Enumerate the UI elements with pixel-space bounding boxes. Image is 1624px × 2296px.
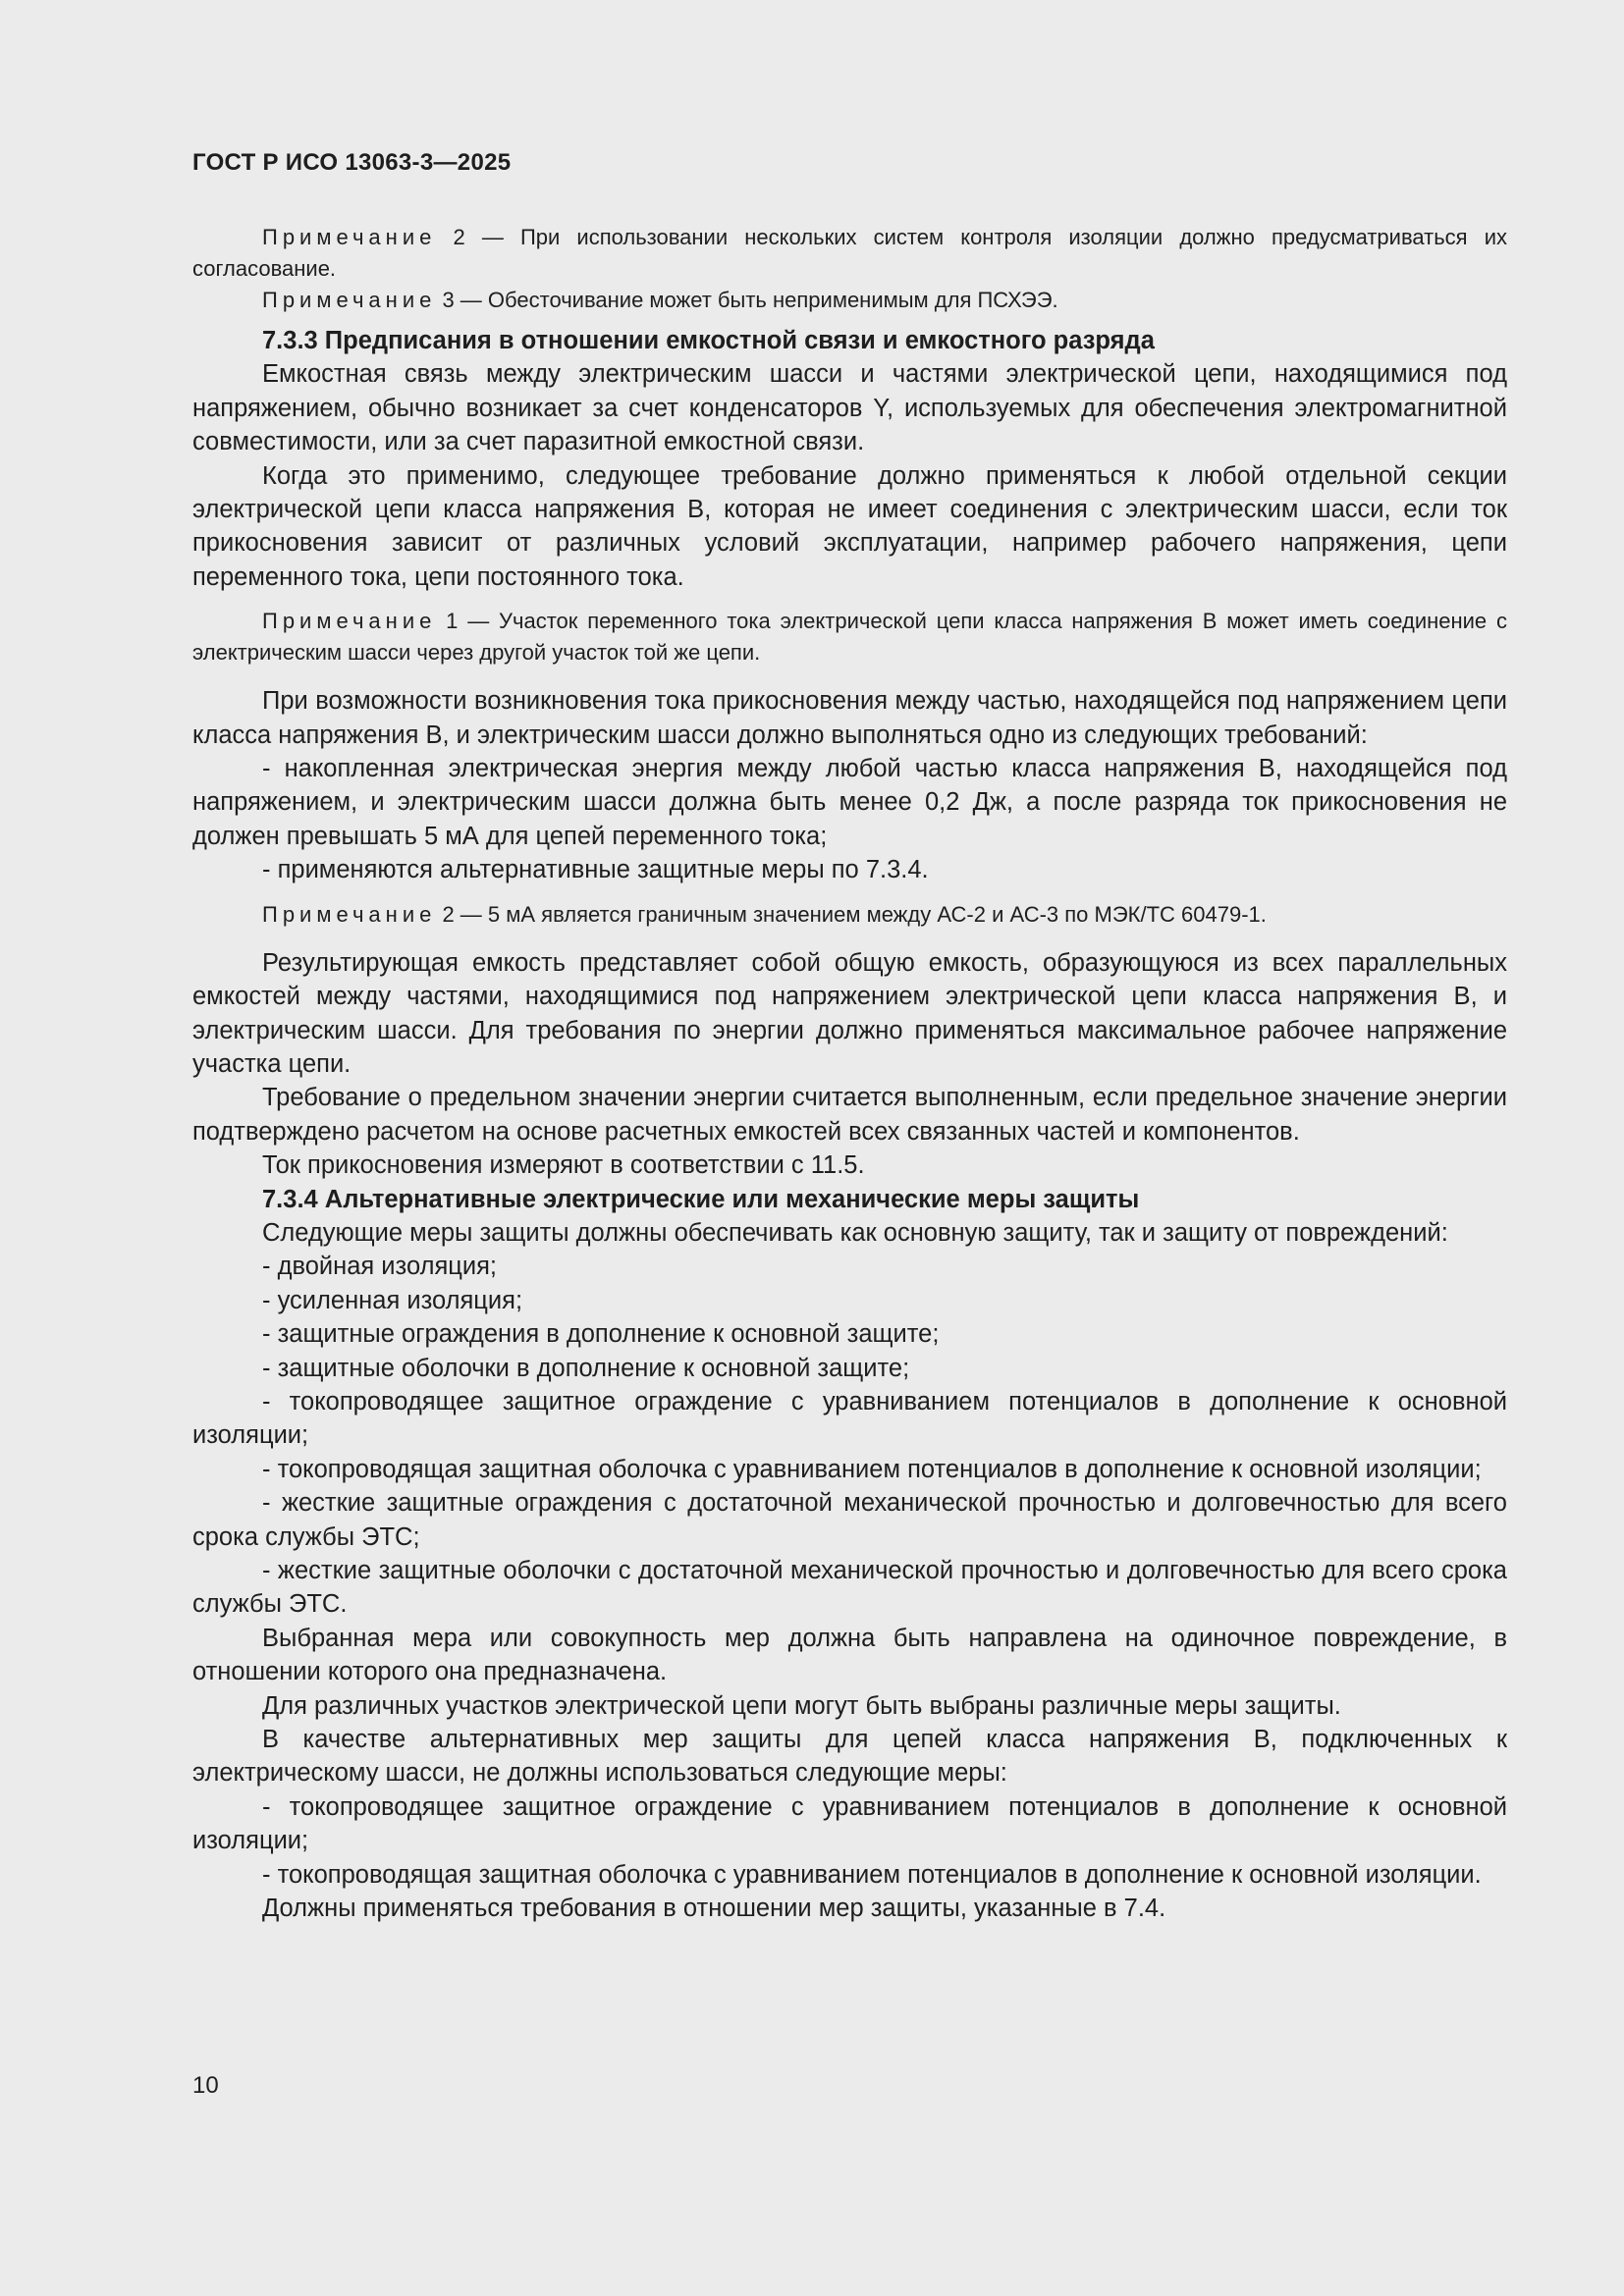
note-text: 2 — При использовании нескольких систем контроля изоляции должно предусматриваться их согласование.: [192, 225, 1507, 281]
section-heading-7-3-4: 7.3.4 Альтернативные электрические или механические меры защиты: [262, 1185, 1140, 1213]
list-item: - защитные оболочки в дополнение к основной защите;: [262, 1354, 910, 1382]
list-item: - двойная изоляция;: [262, 1253, 498, 1281]
paragraph: Емкостная связь между электрическим шасси и частями электрической цепи, находящимися под напряжением, обычно возникает за счет конденсаторов Y, используемых для обеспечения электромагнитной совместимости, или за счет паразитной емкостной связи.: [192, 360, 1507, 456]
paragraph: Требование о предельном значении энергии считается выполненным, если предельное значение энергии подтверждено расчетом на основе расчетных емкостей всех связанных частей и компонентов.: [192, 1084, 1507, 1146]
paragraph: Для различных участков электрической цепи могут быть выбраны различные меры защиты.: [262, 1691, 1341, 1720]
list-item: - жесткие защитные ограждения с достаточной механической прочностью и долговечностью для всего срока службы ЭТС;: [192, 1489, 1507, 1551]
paragraph: Должны применяться требования в отношении мер защиты, указанные в 7.4.: [262, 1895, 1166, 1923]
note-text: 3 — Обесточивание может быть неприменимым для ПСХЭЭ.: [436, 288, 1058, 312]
note-2: [192, 899, 1507, 931]
page-number: 10: [192, 2072, 219, 2099]
list-item: - токопроводящее защитное ограждение с уравниванием потенциалов в дополнение к основной изоляции;: [192, 1792, 1507, 1855]
paragraph: Выбранная мера или совокупность мер должна быть направлена на одиночное повреждение, в отношении которого она предназначена.: [192, 1624, 1507, 1686]
note-label: Примечание: [262, 609, 437, 634]
paragraph: Ток прикосновения измеряют в соответствии с 11.5.: [262, 1151, 865, 1180]
section-heading-7-3-3: 7.3.3 Предписания в отношении емкостной связи и емкостного разряда: [262, 327, 1155, 354]
document-body: [192, 222, 1507, 1925]
list-item: - усиленная изоляция;: [262, 1286, 523, 1314]
paragraph: Когда это применимо, следующее требование должно применяться к любой отдельной секции электрической цепи класса напряжения В, которая не имеет соединения с электрическим шасси, если ток прикосновения зависит от различных условий эксплуатации, например рабочего напряжения, цепи переменного тока, цепи постоянного тока.: [192, 461, 1507, 591]
note-label: Примечание: [262, 225, 437, 249]
paragraph: Следующие меры защиты должны обеспечивать как основную защиту, так и защиту от повреждений:: [262, 1218, 1448, 1247]
paragraph: Результирующая емкость представляет собой общую емкость, образующуюся из всех параллельных емкостей между частями, находящимися под напряжением электрической цепи класса напряжения В, и электрическим шасси. Для требования по энергии должно применяться максимальное рабочее напряжение участка цепи.: [192, 948, 1507, 1078]
list-item: - жесткие защитные оболочки с достаточной механической прочностью и долговечностью для всего срока службы ЭТС.: [192, 1557, 1507, 1619]
paragraph: При возможности возникновения тока прикосновения между частью, находящейся под напряжением цепи класса напряжения В, и электрическим шасси должно выполняться одно из следующих требований:: [192, 687, 1507, 749]
note-label: Примечание: [262, 288, 437, 312]
list-item: - токопроводящая защитная оболочка с уравниванием потенциалов в дополнение к основной изоляции;: [262, 1455, 1482, 1483]
note-1: [192, 606, 1507, 668]
paragraph: В качестве альтернативных мер защиты для цепей класса напряжения В, подключенных к электрическому шасси, не должны использоваться следующие меры:: [192, 1726, 1507, 1788]
note-2-top: [192, 222, 1507, 285]
list-item: - токопроводящая защитная оболочка с уравниванием потенциалов в дополнение к основной изоляции.: [262, 1860, 1482, 1889]
note-text: 1 — Участок переменного тока электрической цепи класса напряжения В может иметь соединение с электрическим шасси через другой участок той же цепи.: [192, 609, 1507, 666]
note-label: Примечание: [262, 901, 437, 927]
list-item: - токопроводящее защитное ограждение с уравниванием потенциалов в дополнение к основной изоляции;: [192, 1387, 1507, 1450]
list-item: - применяются альтернативные защитные меры по 7.3.4.: [262, 856, 929, 884]
note-3-top: [192, 285, 1507, 316]
note-text: 2 — 5 мА является граничным значением между АС-2 и АС-3 по МЭК/ТС 60479-1.: [436, 901, 1267, 927]
document-header: ГОСТ Р ИСО 13063-3—2025: [192, 149, 512, 176]
list-item: - накопленная электрическая энергия между любой частью класса напряжения В, находящейся под напряжением, и электрическим шасси должна быть менее 0,2 Дж, а после разряда ток прикосновения не должен превышать 5 мА для цепей переменного тока;: [192, 755, 1507, 850]
list-item: - защитные ограждения в дополнение к основной защите;: [262, 1320, 940, 1349]
